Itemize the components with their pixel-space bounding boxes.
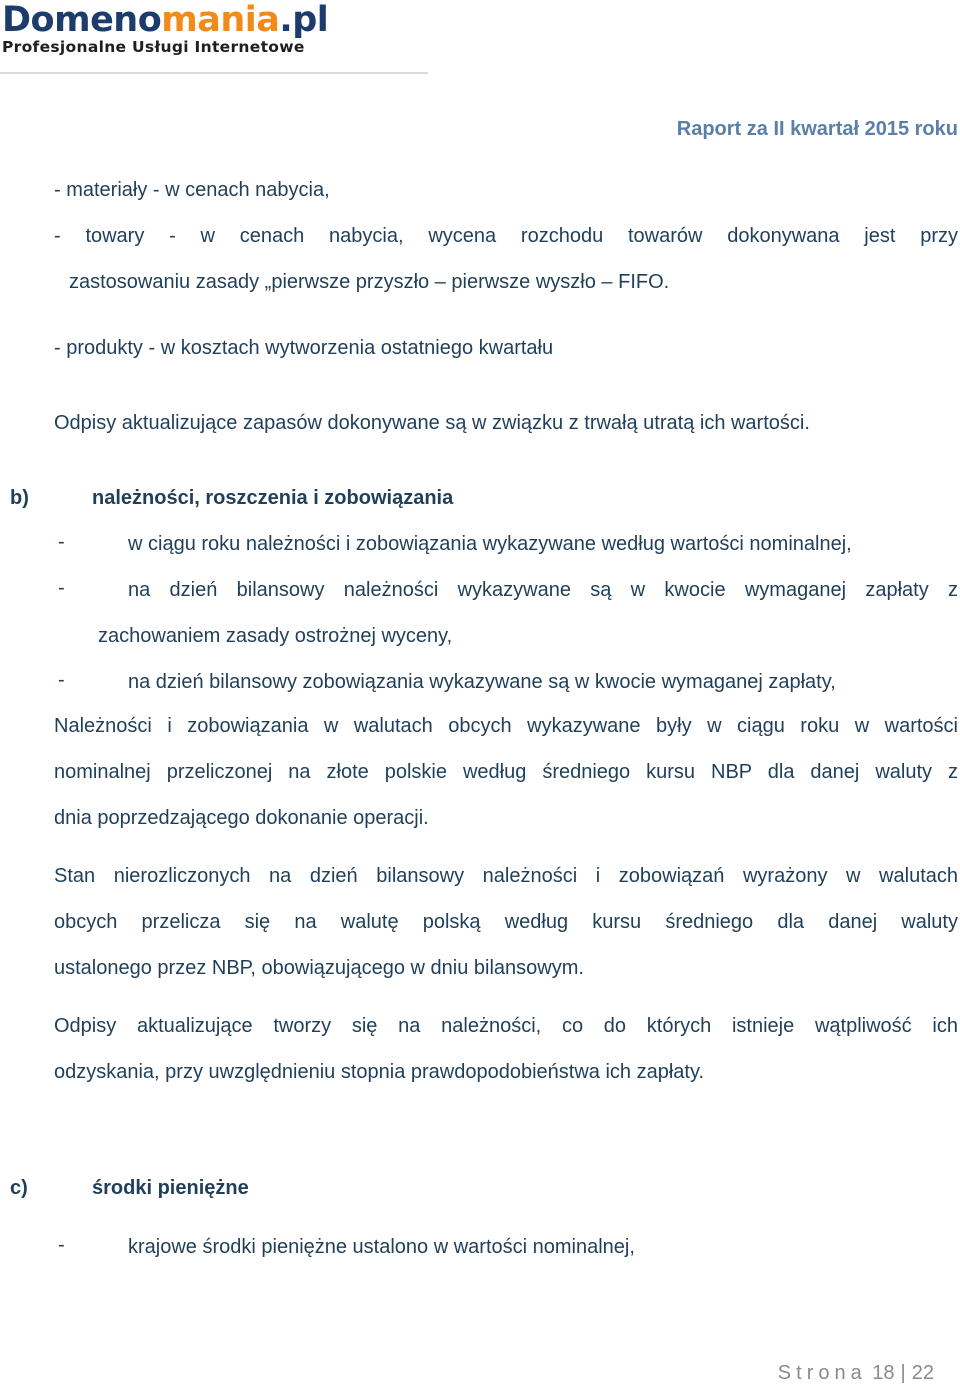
- page-separator: |: [900, 1362, 906, 1384]
- section-c-marker: c): [10, 1177, 28, 1199]
- inventory-line-goods: - towary - w cenach nabycia, wycena rozchodu towarów dokonywana jest przy: [54, 225, 958, 247]
- inventory-writeoff-note: Odpisy aktualizujące zapasów dokonywane są w związku z trwałą utratą ich wartości.: [54, 412, 810, 434]
- section-b-item-1: w ciągu roku należności i zobowiązania wykazywane według wartości nominalnej,: [128, 533, 852, 555]
- section-b-heading: należności, roszczenia i zobowiązania: [92, 487, 454, 509]
- page-label: Strona: [777, 1362, 867, 1384]
- logo-text-part3: .pl: [279, 0, 329, 40]
- section-b-para-3-line-1: Odpisy aktualizujące tworzy się na należności, co do których istnieje wątpliwość ich: [54, 1015, 958, 1037]
- section-b-para-1-line-1: Należności i zobowiązania w walutach obcych wykazywane były w ciągu roku w wartości: [54, 715, 958, 737]
- section-b-para-2-line-1: Stan nierozliczonych na dzień bilansowy należności i zobowiązań wyrażony w walutach: [54, 865, 958, 887]
- section-b-item-2-line-2: zachowaniem zasady ostrożnej wyceny,: [98, 625, 453, 647]
- logo-text-part1: Domeno: [2, 0, 162, 40]
- header-divider: [0, 72, 428, 74]
- company-logo: [2, 0, 328, 42]
- page-current: 18: [872, 1362, 895, 1384]
- inventory-line-fifo: zastosowaniu zasady „pierwsze przyszło – pierwsze wyszło – FIFO.: [69, 271, 670, 293]
- bullet-dash: -: [58, 1234, 65, 1256]
- inventory-line-materials: - materiały - w cenach nabycia,: [54, 179, 330, 201]
- bullet-dash: -: [58, 577, 65, 599]
- inventory-line-products: - produkty - w kosztach wytworzenia ostatniego kwartału: [54, 337, 554, 359]
- section-b-para-1-line-2: nominalnej przeliczonej na złote polskie według średniego kursu NBP dla danej waluty z: [54, 761, 958, 783]
- section-b-item-2-line-1: na dzień bilansowy należności wykazywane są w kwocie wymaganej zapłaty z: [128, 579, 958, 601]
- section-b-para-2-line-2: obcych przelicza się na walutę polską według kursu średniego dla danej waluty: [54, 911, 958, 933]
- page-total: 22: [911, 1362, 934, 1384]
- report-title: Raport za II kwartał 2015 roku: [676, 118, 958, 140]
- section-b-para-3-line-2: odzyskania, przy uwzględnieniu stopnia prawdopodobieństwa ich zapłaty.: [54, 1061, 705, 1083]
- page-footer: [778, 1362, 934, 1385]
- section-c-item-1: krajowe środki pieniężne ustalono w wartości nominalnej,: [128, 1236, 635, 1258]
- logo-subtitle: Profesjonalne Usługi Internetowe: [2, 38, 305, 56]
- section-b-para-1-line-3: dnia poprzedzającego dokonanie operacji.: [54, 807, 429, 829]
- section-b-item-3: na dzień bilansowy zobowiązania wykazywane są w kwocie wymaganej zapłaty,: [128, 671, 836, 693]
- section-b-para-2-line-3: ustalonego przez NBP, obowiązującego w dniu bilansowym.: [54, 957, 584, 979]
- section-b-marker: b): [10, 487, 29, 509]
- bullet-dash: -: [58, 669, 65, 691]
- section-c-heading: środki pieniężne: [92, 1177, 249, 1199]
- logo-text-part2: mania: [161, 0, 280, 40]
- bullet-dash: -: [58, 531, 65, 553]
